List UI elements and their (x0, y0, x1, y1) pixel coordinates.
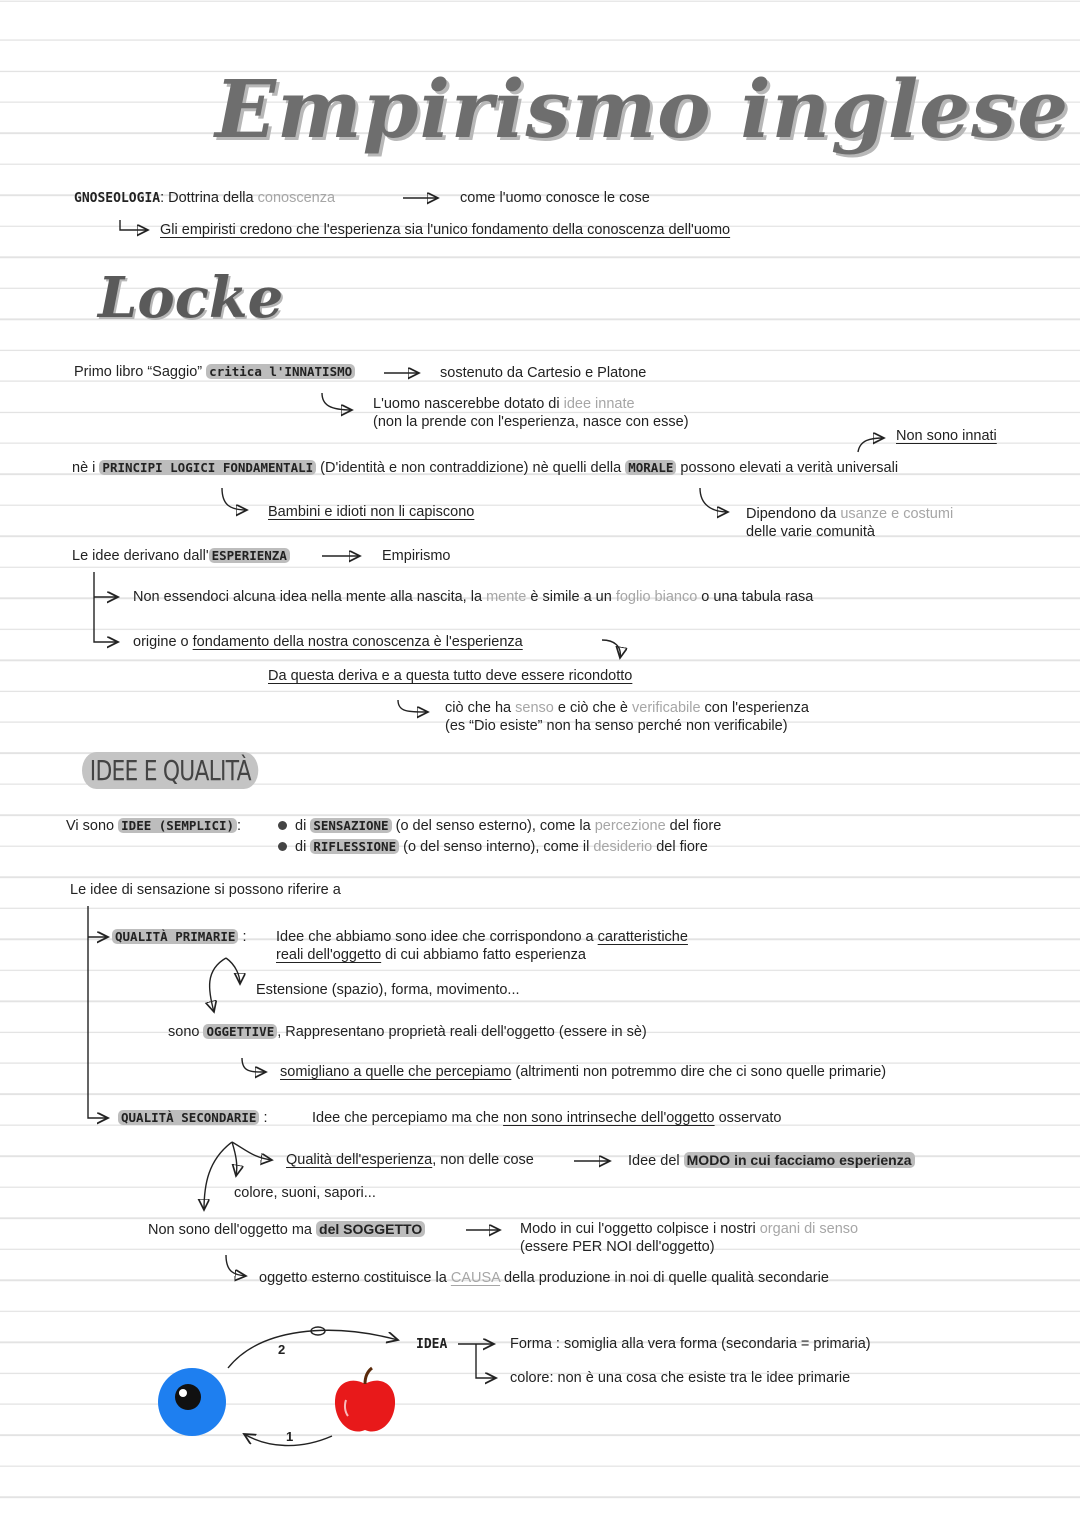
colore-suoni-text: colore, suoni, sapori... (234, 1185, 376, 1201)
uomo-line2: (non la prende con l'esperienza, nasce con esse) (373, 414, 689, 430)
primo-libro-line: Primo libro “Saggio” critica l'INNATISMO (74, 363, 355, 381)
oggettive-line: sono OGGETTIVE , Rappresentano proprietà reali dell'oggetto (essere in sè) (168, 1024, 647, 1040)
gnoseologia-label: GNOSEOLOGIA (74, 191, 161, 206)
step-number-2: 2 (278, 1342, 286, 1357)
dio-esiste-line: (es “Dio esiste” non ha senso perché non verificabile) (445, 718, 788, 734)
critica-innatismo-highlight: critica l'INNATISMO (206, 364, 355, 379)
qualita-primarie-label: QUALITÀ PRIMARIE : (112, 928, 246, 946)
sostenuto-text: sostenuto da Cartesio e Platone (440, 365, 647, 381)
bullet-dot (278, 821, 287, 830)
bullet-dot (278, 842, 287, 851)
estensione-text: Estensione (spazio), forma, movimento... (256, 982, 520, 998)
tabula-rasa-line: Non essendoci alcuna idea nella mente alla nascita, la mente è simile a un foglio bianco o una tabula rasa (133, 589, 814, 605)
idee-del-modo: Idee del MODO in cui facciamo esperienza (628, 1151, 915, 1170)
non-sono-innati: Non sono innati (896, 428, 997, 444)
qualita-esperienza-line: Qualità dell'esperienza, non delle cose (286, 1152, 534, 1168)
morale-highlight: MORALE (625, 460, 676, 475)
principi-highlight: PRINCIPI LOGICI FONDAMENTALI (99, 460, 316, 475)
primarie-def-line1: Idee che abbiamo sono idee che corrispondono a caratteristiche (276, 929, 688, 945)
gnoseologia-arrow-text: come l'uomo conosce le cose (460, 190, 650, 206)
secondarie-def: Idee che percepiamo ma che non sono intrinseche dell'oggetto osservato (312, 1110, 782, 1126)
forma-text: Forma : somiglia alla vera forma (secondaria = primaria) (510, 1336, 871, 1352)
empirismo-text: Empirismo (382, 548, 451, 564)
idee-qualita-heading: IDEE E QUALITÀ (82, 752, 259, 789)
esperienza-highlight: ESPERIENZA (209, 548, 290, 563)
bambini-text: Bambini e idioti non li capiscono (268, 504, 475, 520)
non-oggetto-line: Non sono dell'oggetto ma del SOGGETTO (148, 1220, 425, 1239)
idee-semplici-highlight: IDEE (SEMPLICI) (118, 818, 237, 833)
origine-line: origine o fondamento della nostra conoscenza è l'esperienza (133, 634, 523, 650)
bullet-riflessione: di RIFLESSIONE (o del senso interno), come il desiderio del fiore (278, 838, 708, 856)
qualita-secondarie-label: QUALITÀ SECONDARIE : (118, 1109, 268, 1127)
step-number-1: 1 (286, 1429, 294, 1444)
uomo-nascerebbe: L'uomo nascerebbe dotato di idee innate (373, 396, 635, 412)
comunita-text: delle varie comunità (746, 524, 875, 540)
riferire-line: Le idee di sensazione si possono riferire a (70, 882, 341, 898)
page-title: Empirismo inglese (215, 62, 1070, 156)
empiristi-statement: Gli empiristi credono che l'esperienza sia l'unico fondamento della conoscenza dell'uomo (160, 222, 731, 238)
gnoseologia-definition: GNOSEOLOGIA: Dottrina della conoscenza (74, 190, 336, 206)
eye-icon (150, 1362, 240, 1444)
bullet-sensazione: di SENSAZIONE (o del senso esterno), come la percezione del fiore (278, 817, 721, 835)
da-questa-line: Da questa deriva e a questa tutto deve essere ricondotto (268, 668, 633, 684)
somigliano-line: somigliano a quelle che percepiamo (altrimenti non potremmo dire che ci sono quelle primarie) (280, 1064, 887, 1080)
principi-line: nè i PRINCIPI LOGICI FONDAMENTALI (D'identità e non contraddizione) nè quelli della MORALE possono elevati a verità universali (72, 460, 899, 476)
colore-idea-text: colore: non è una cosa che esiste tra le idee primarie (510, 1370, 851, 1386)
idee-derivano-line: Le idee derivano dall' ESPERIENZA (72, 547, 290, 565)
cio-che-line: ciò che ha senso e ciò che è verificabile con l'esperienza (445, 700, 809, 716)
modo-colpisce-line: Modo in cui l'oggetto colpisce i nostri organi di senso (520, 1221, 859, 1237)
vi-sono-line: Vi sono IDEE (SEMPLICI) : (66, 818, 242, 834)
idea-label: IDEA (416, 1337, 448, 1352)
locke-heading: Locke (98, 265, 284, 331)
dipendono-text: Dipendono da usanze e costumi (746, 506, 954, 522)
oggetto-esterno-line: oggetto esterno costituisce la CAUSA della produzione in noi di quelle qualità secondarie (259, 1270, 829, 1286)
primarie-def-line2: reali dell'oggetto di cui abbiamo fatto esperienza (276, 947, 586, 963)
apple-icon (330, 1366, 400, 1438)
essere-per-noi: (essere PER NOI dell'oggetto) (520, 1239, 715, 1255)
